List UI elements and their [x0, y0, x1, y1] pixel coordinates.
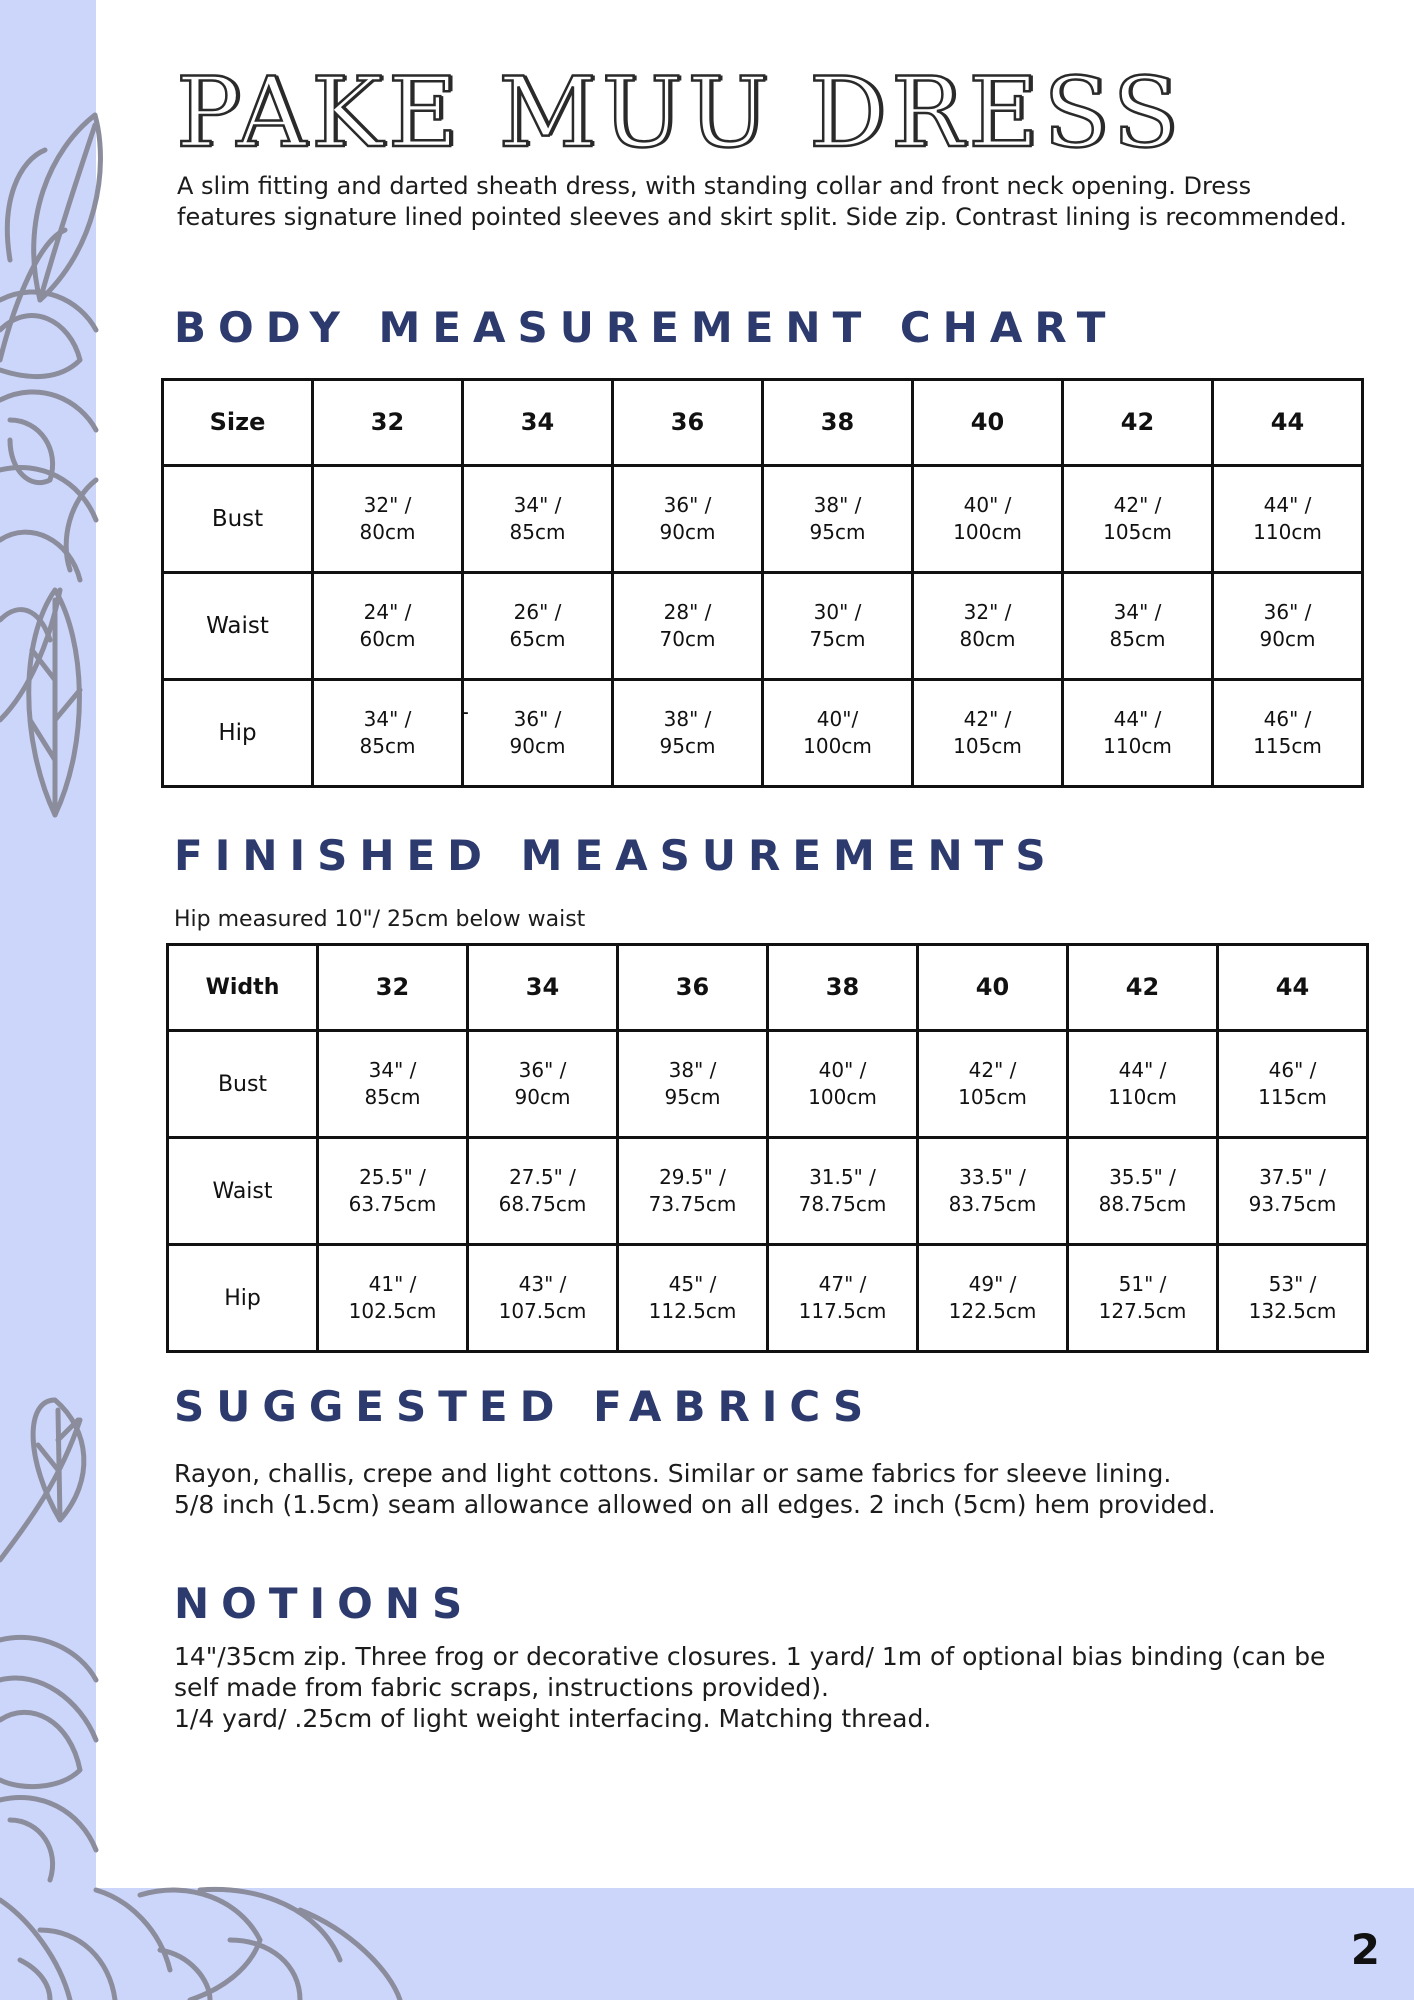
- cm-value: 85cm: [359, 734, 416, 758]
- inch-value: 32" /: [963, 600, 1012, 624]
- cm-value: 110cm: [1103, 734, 1172, 758]
- measurement-cell: [613, 680, 763, 787]
- cm-value: 68.75cm: [498, 1192, 587, 1216]
- cm-value: 88.75cm: [1098, 1192, 1187, 1216]
- fabrics-heading: SUGGESTED FABRICS: [174, 1382, 876, 1431]
- measurement-cell: [468, 1138, 618, 1245]
- inch-value: 45" /: [668, 1272, 717, 1296]
- notions-line: 14"/35cm zip. Three frog or decorative closures. 1 yard/ 1m of optional bias binding (can be self made from fabric scraps, instructions provided).: [174, 1642, 1326, 1702]
- size-header-cell: 34: [468, 945, 618, 1031]
- measurement-cell: [468, 1031, 618, 1138]
- cm-value: 105cm: [953, 734, 1022, 758]
- cm-value: 63.75cm: [348, 1192, 437, 1216]
- measurement-cell: [318, 1245, 468, 1352]
- cm-value: 80cm: [359, 520, 416, 544]
- cm-value: 78.75cm: [798, 1192, 887, 1216]
- inch-value: 46" /: [1268, 1058, 1317, 1082]
- cm-value: 100cm: [953, 520, 1022, 544]
- measurement-cell: [1218, 1245, 1368, 1352]
- bottom-color-band: [0, 1888, 1414, 2000]
- measurement-cell: [913, 680, 1063, 787]
- inch-value: 31.5" /: [809, 1165, 876, 1189]
- inch-value: 43" /: [518, 1272, 567, 1296]
- side-color-band: [0, 0, 96, 2000]
- row-label-cell: Bust: [163, 466, 313, 573]
- inch-value: 36" /: [513, 707, 562, 731]
- inch-value: 42" /: [963, 707, 1012, 731]
- table-row: [168, 1245, 1368, 1352]
- inch-value: 28" /: [663, 600, 712, 624]
- cm-value: 95cm: [664, 1085, 721, 1109]
- measurement-cell: [463, 466, 613, 573]
- measurement-cell: [768, 1245, 918, 1352]
- cm-value: 70cm: [659, 627, 716, 651]
- cm-value: 90cm: [509, 734, 566, 758]
- header-label-cell: Size: [163, 380, 313, 466]
- size-header-cell: 44: [1218, 945, 1368, 1031]
- inch-value: 46" /: [1263, 707, 1312, 731]
- inch-value: 36" /: [1263, 600, 1312, 624]
- cm-value: 95cm: [809, 520, 866, 544]
- finished-chart-heading: FINISHED MEASUREMENTS: [174, 831, 1058, 880]
- cm-value: 102.5cm: [348, 1299, 437, 1323]
- inch-value: 41" /: [368, 1272, 417, 1296]
- intro-paragraph: A slim fitting and darted sheath dress, with standing collar and front neck opening. Dress features signature lined pointed sleeves and skirt split. Side zip. Contrast lining is recommended.: [177, 172, 1347, 231]
- measurement-cell: [1213, 680, 1363, 787]
- measurement-cell: [1213, 573, 1363, 680]
- cm-value: 90cm: [659, 520, 716, 544]
- table-row: [163, 680, 1363, 787]
- inch-value: 44" /: [1118, 1058, 1167, 1082]
- inch-value: 38" /: [668, 1058, 717, 1082]
- inch-value: 38" /: [663, 707, 712, 731]
- table-row: [163, 573, 1363, 680]
- body-measurement-table: [161, 378, 1364, 788]
- size-header-cell: 38: [768, 945, 918, 1031]
- inch-value: 34" /: [513, 493, 562, 517]
- cm-value: 105cm: [1103, 520, 1172, 544]
- measurement-cell: [313, 466, 463, 573]
- measurement-cell: [313, 680, 463, 787]
- notions-heading: NOTIONS: [174, 1579, 475, 1628]
- page-title: PAKE MUU DRESS: [176, 57, 1184, 169]
- measurement-cell: [318, 1138, 468, 1245]
- row-label-cell: Hip: [163, 680, 313, 787]
- cm-value: 100cm: [808, 1085, 877, 1109]
- header-label-cell: Width: [168, 945, 318, 1031]
- measurement-cell: [313, 573, 463, 680]
- size-header-cell: 32: [313, 380, 463, 466]
- cm-value: 127.5cm: [1098, 1299, 1187, 1323]
- inch-value: 34" /: [1113, 600, 1162, 624]
- inch-value: 36" /: [663, 493, 712, 517]
- cm-value: 95cm: [659, 734, 716, 758]
- measurement-cell: [1063, 573, 1213, 680]
- inch-value: 37.5" /: [1259, 1165, 1326, 1189]
- table-header-row: [168, 945, 1368, 1031]
- inch-value: 51" /: [1118, 1272, 1167, 1296]
- cm-value: 83.75cm: [948, 1192, 1037, 1216]
- measurement-cell: [613, 466, 763, 573]
- inch-value: 33.5" /: [959, 1165, 1026, 1189]
- inch-value: 42" /: [1113, 493, 1162, 517]
- cm-value: 93.75cm: [1248, 1192, 1337, 1216]
- measurement-cell: [768, 1031, 918, 1138]
- cm-value: 100cm: [803, 734, 872, 758]
- inch-value: 34" /: [368, 1058, 417, 1082]
- cm-value: 80cm: [959, 627, 1016, 651]
- fabrics-line: Rayon, challis, crepe and light cottons. Similar or same fabrics for sleeve lining.: [174, 1459, 1172, 1488]
- inch-value: 38" /: [813, 493, 862, 517]
- finished-measurement-table: [166, 943, 1369, 1353]
- measurement-cell: [763, 573, 913, 680]
- measurement-cell: [618, 1138, 768, 1245]
- cm-value: 122.5cm: [948, 1299, 1037, 1323]
- measurement-cell: [1218, 1138, 1368, 1245]
- measurement-cell: [1213, 466, 1363, 573]
- cm-value: 65cm: [509, 627, 566, 651]
- cm-value: 112.5cm: [648, 1299, 737, 1323]
- inch-value: 40" /: [963, 493, 1012, 517]
- size-header-cell: 34: [463, 380, 613, 466]
- size-header-cell: 32: [318, 945, 468, 1031]
- table-row: [163, 466, 1363, 573]
- cm-value: 75cm: [809, 627, 866, 651]
- measurement-cell: [1063, 466, 1213, 573]
- table-header-row: [163, 380, 1363, 466]
- measurement-cell: [1068, 1031, 1218, 1138]
- inch-value: 26" /: [513, 600, 562, 624]
- inch-value: 49" /: [968, 1272, 1017, 1296]
- size-header-cell: 44: [1213, 380, 1363, 466]
- notions-line: 1/4 yard/ .25cm of light weight interfacing. Matching thread.: [174, 1704, 932, 1733]
- inch-value: 34" /: [363, 707, 412, 731]
- cm-value: 115cm: [1253, 734, 1322, 758]
- row-label-cell: Bust: [168, 1031, 318, 1138]
- inch-value: 53" /: [1268, 1272, 1317, 1296]
- measurement-cell: [913, 466, 1063, 573]
- cm-value: 110cm: [1253, 520, 1322, 544]
- inch-value: 42" /: [968, 1058, 1017, 1082]
- measurement-cell: [768, 1138, 918, 1245]
- table-row: [168, 1031, 1368, 1138]
- cm-value: 117.5cm: [798, 1299, 887, 1323]
- measurement-cell: [1063, 680, 1213, 787]
- cm-value: 90cm: [1259, 627, 1316, 651]
- cm-value: 90cm: [514, 1085, 571, 1109]
- measurement-cell: [913, 573, 1063, 680]
- measurement-cell: [318, 1031, 468, 1138]
- measurement-cell: [613, 573, 763, 680]
- row-label-cell: Waist: [168, 1138, 318, 1245]
- inch-value: 44" /: [1113, 707, 1162, 731]
- inch-value: 32" /: [363, 493, 412, 517]
- inch-value: 29.5" /: [659, 1165, 726, 1189]
- measurement-cell: [468, 1245, 618, 1352]
- cm-value: 85cm: [364, 1085, 421, 1109]
- inch-value: 40"/: [816, 707, 859, 731]
- size-header-cell: 42: [1068, 945, 1218, 1031]
- page-number: 2: [1350, 1925, 1380, 1974]
- cm-value: 85cm: [509, 520, 566, 544]
- size-header-cell: 36: [618, 945, 768, 1031]
- cm-value: 110cm: [1108, 1085, 1177, 1109]
- measurement-cell: [463, 680, 613, 787]
- inch-value: 47" /: [818, 1272, 867, 1296]
- finished-chart-note: Hip measured 10"/ 25cm below waist: [174, 907, 586, 932]
- size-header-cell: 40: [918, 945, 1068, 1031]
- body-chart-heading: BODY MEASUREMENT CHART: [174, 303, 1118, 352]
- inch-value: 40" /: [818, 1058, 867, 1082]
- inch-value: 35.5" /: [1109, 1165, 1176, 1189]
- cm-value: 115cm: [1258, 1085, 1327, 1109]
- size-header-cell: 38: [763, 380, 913, 466]
- measurement-cell: [463, 573, 613, 680]
- measurement-cell: [1068, 1138, 1218, 1245]
- cm-value: 107.5cm: [498, 1299, 587, 1323]
- measurement-cell: [918, 1245, 1068, 1352]
- inch-value: 36" /: [518, 1058, 567, 1082]
- size-header-cell: 42: [1063, 380, 1213, 466]
- fabrics-line: 5/8 inch (1.5cm) seam allowance allowed on all edges. 2 inch (5cm) hem provided.: [174, 1490, 1216, 1519]
- stray-mark: -: [461, 700, 469, 725]
- measurement-cell: [918, 1031, 1068, 1138]
- table-row: [168, 1138, 1368, 1245]
- row-label-cell: Waist: [163, 573, 313, 680]
- cm-value: 85cm: [1109, 627, 1166, 651]
- inch-value: 30" /: [813, 600, 862, 624]
- measurement-cell: [618, 1245, 768, 1352]
- measurement-cell: [763, 680, 913, 787]
- cm-value: 132.5cm: [1248, 1299, 1337, 1323]
- inch-value: 44" /: [1263, 493, 1312, 517]
- inch-value: 25.5" /: [359, 1165, 426, 1189]
- cm-value: 60cm: [359, 627, 416, 651]
- measurement-cell: [1068, 1245, 1218, 1352]
- measurement-cell: [618, 1031, 768, 1138]
- measurement-cell: [918, 1138, 1068, 1245]
- cm-value: 73.75cm: [648, 1192, 737, 1216]
- size-header-cell: 36: [613, 380, 763, 466]
- row-label-cell: Hip: [168, 1245, 318, 1352]
- inch-value: 24" /: [363, 600, 412, 624]
- measurement-cell: [763, 466, 913, 573]
- size-header-cell: 40: [913, 380, 1063, 466]
- cm-value: 105cm: [958, 1085, 1027, 1109]
- measurement-cell: [1218, 1031, 1368, 1138]
- inch-value: 27.5" /: [509, 1165, 576, 1189]
